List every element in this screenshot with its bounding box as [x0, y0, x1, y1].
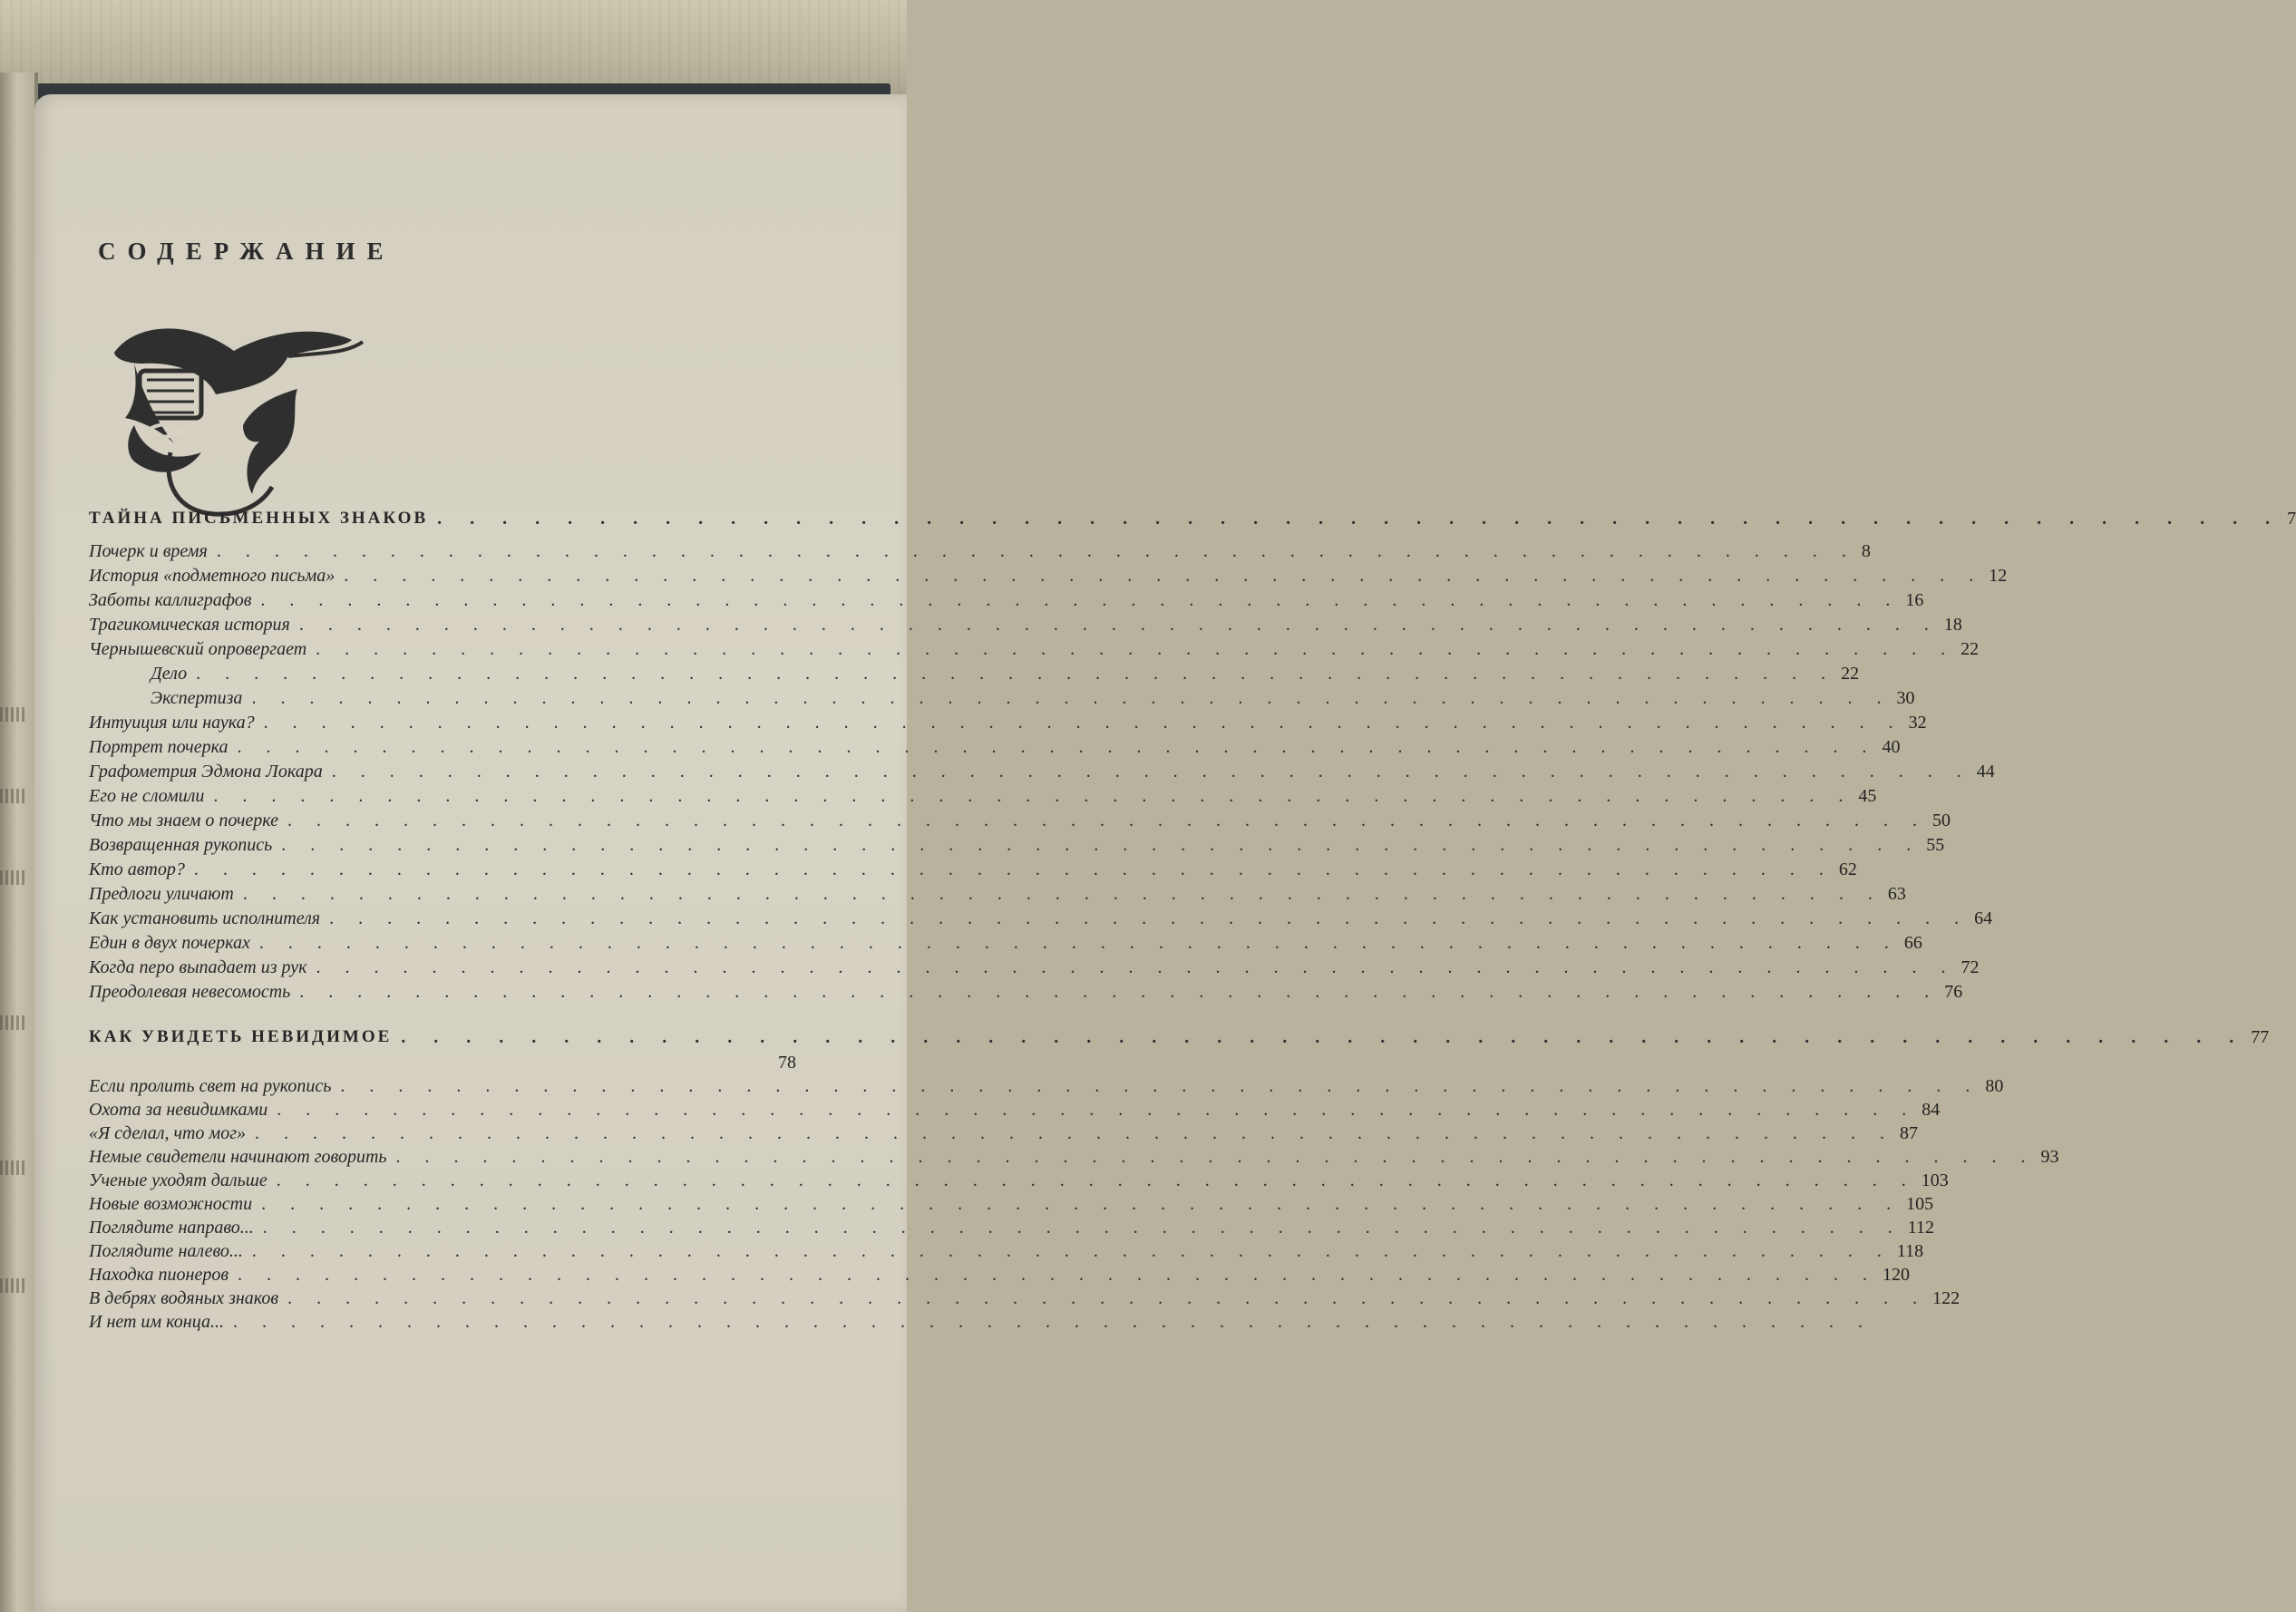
- leader-dots: . . . . . . . . . . . . . . . . . . . . . . . . . . . . . . . . . . . . . . . . . . . . . . . . . . . . . . . . .: [299, 982, 1940, 1002]
- page-number: 55: [1926, 835, 1945, 855]
- toc-item: [89, 782, 1877, 807]
- section-title: ТАЙНА ПИСЬМЕННЫХ ЗНАКОВ: [89, 509, 429, 528]
- page-number: 87: [1900, 1123, 1918, 1143]
- page-number: 66: [1903, 933, 1922, 953]
- item-title: Трагикомическая история: [89, 615, 290, 635]
- page-number: 77: [2251, 1027, 2270, 1047]
- item-title: Поглядите направо...: [89, 1218, 254, 1238]
- page-number: 76: [1944, 982, 1963, 1002]
- toc-item: [89, 1284, 1960, 1309]
- page-number: 84: [1921, 1100, 1941, 1120]
- leader-dots: . . . . . . . . . . . . . . . . . . . . . . . . . . . . . . . . . . . . . . . . . . . . . . . . . . . . . . . . .: [258, 933, 1899, 953]
- toc-item: [89, 953, 1980, 978]
- toc-item: [89, 537, 1871, 562]
- leader-dots: . . . . . . . . . . . . . . . . . . . . . . . . . . . . . . . . . . . . . . . . . . . . . . . . . . . . . . . . .: [262, 1218, 1902, 1238]
- item-title: Его не сломили: [89, 786, 205, 806]
- page-number: 32: [1908, 713, 1927, 733]
- toc-item: [89, 1142, 2059, 1168]
- leader-dots: . . . . . . . . . . . . . . . . . . . . . . . . . . . . . . . . . . . . . . . . . . . . . . . . . . . . . . . . .: [437, 509, 2282, 529]
- page-number: 62: [1838, 859, 1857, 879]
- page-number: 80: [1985, 1076, 2004, 1096]
- page-number: 7: [2287, 509, 2296, 529]
- leader-dots: . . . . . . . . . . . . . . . . . . . . . . . . . . . . . . . . . . . . . . . . . . . . . . . . . . . . . . . . .: [263, 713, 1903, 733]
- leader-dots: . . . . . . . . . . . . . . . . . . . . . . . . . . . . . . . . . . . . . . . . . . . . . . . . . . . . . . . . .: [316, 639, 1956, 659]
- page-number: 64: [1974, 908, 1993, 928]
- toc-item: [89, 855, 1857, 880]
- item-title: Что мы знаем о почерке: [89, 811, 279, 830]
- page-number: 118: [1896, 1241, 1924, 1261]
- leader-dots: . . . . . . . . . . . . . . . . . . . . . . . . . . . . . . . . . . . . . . . . . . . . . . . . . . . . . . . . .: [344, 566, 1984, 586]
- page-number: 50: [1932, 811, 1951, 830]
- toc-item: [89, 733, 1901, 758]
- item-title: Ученые уходят дальше: [89, 1170, 268, 1190]
- leader-dots: . . . . . . . . . . . . . . . . . . . . . . . . . . . . . . . . . . . . . . . . . . . . . . . . . . . . . . . . .: [316, 957, 1956, 977]
- item-title: Портрет почерка: [89, 737, 229, 757]
- leader-dots: . . . . . . . . . . . . . . . . . . . . . . . . . . . . . . . . . . . . . . . . . . . . . . . . . . . . . . . . .: [331, 762, 1971, 782]
- leader-dots: . . . . . . . . . . . . . . . . . . . . . . . . . . . . . . . . . . . . . . . . . . . . . . . . . . . . . . . . .: [287, 811, 1928, 830]
- item-title: Чернышевский опровергает: [89, 639, 307, 659]
- page-number: 40: [1882, 737, 1901, 757]
- leader-dots: . . . . . . . . . . . . . . . . . . . . . . . . . . . . . . . . . . . . . . . . . . . . . . . . . . . . . . . . .: [193, 859, 1834, 879]
- page-number: 63: [1887, 884, 1906, 904]
- leader-dots: . . . . . . . . . . . . . . . . . . . . . . . . . . . . . . . . . . . . . . . . . . . . . . . . . . . . . . . . .: [340, 1076, 1980, 1096]
- item-title: Преодолевая невесомость: [89, 982, 291, 1002]
- leader-dots: . . . . . . . . . . . . . . . . . . . . . . . . . . . . . . . . . . . . . . . . . . . . . . . . . . . . . . . . .: [287, 1288, 1928, 1308]
- facing-page-text-fragment: [0, 1278, 27, 1293]
- toc-item: [89, 928, 1922, 954]
- page-number: 122: [1932, 1288, 1960, 1308]
- facing-page-text-fragment: [0, 1160, 27, 1175]
- toc-item: [89, 1119, 1918, 1144]
- item-title: Поглядите налево...: [89, 1241, 243, 1261]
- page-number: 120: [1883, 1265, 1911, 1285]
- page-number: 18: [1943, 615, 1962, 635]
- leader-dots: . . . . . . . . . . . . . . . . . . . . . . . . . . . . . . . . . . . . . . . . . . . . . . . . . . . . . . . . .: [232, 1312, 1873, 1332]
- leader-dots: . . . . . . . . . . . . . . . . . . . . . . . . . . . . . . . . . . . . . . . . . . . . . . . . . . . . . . . . .: [238, 1265, 1878, 1285]
- toc-item: [89, 586, 1924, 611]
- toc-item: [89, 561, 2008, 587]
- leader-dots: . . . . . . . . . . . . . . . . . . . . . . . . . . . . . . . . . . . . . . . . . . . . . . . . . . . . . . . . .: [261, 1194, 1902, 1214]
- page-number: 103: [1921, 1170, 1949, 1190]
- page-number: 78: [778, 1053, 796, 1073]
- item-title: Интуиция или наука?: [89, 713, 255, 733]
- toc-item: [89, 610, 1962, 636]
- toc-item: [89, 1095, 1941, 1121]
- item-title: Графометрия Эдмона Локара: [89, 762, 323, 782]
- item-title: Экспертиза: [151, 688, 243, 708]
- floral-ornament-icon: [107, 316, 370, 520]
- page-number: 72: [1960, 957, 1980, 977]
- leader-dots: . . . . . . . . . . . . . . . . . . . . . . . . . . . . . . . . . . . . . . . . . . . . . . . . . . . . . . . . .: [276, 1170, 1916, 1190]
- page-number: 8: [1861, 541, 1871, 561]
- item-title: И нет им конца...: [89, 1312, 224, 1332]
- item-title: Находка пионеров: [89, 1265, 229, 1285]
- toc-section-1: [89, 504, 2296, 529]
- toc-section-2: [89, 1023, 2270, 1048]
- leader-dots: . . . . . . . . . . . . . . . . . . . . . . . . . . . . . . . . . . . . . . . . . . . . . . . . . . . . . . . . .: [237, 737, 1877, 757]
- item-title: Если пролить свет на рукопись: [89, 1076, 332, 1096]
- page-number: 30: [1896, 688, 1915, 708]
- leader-dots: . . . . . . . . . . . . . . . . . . . . . . . . . . . . . . . . . . . . . . . . . . . . . . . . . . . . . . . . .: [216, 541, 1856, 561]
- facing-page-text-fragment: [0, 870, 27, 885]
- toc-item: [89, 1307, 1873, 1333]
- facing-page-edge: [0, 73, 38, 1612]
- facing-page-text-fragment: [0, 1015, 27, 1030]
- toc-item: [89, 1072, 2004, 1097]
- page-number: 22: [1841, 664, 1860, 684]
- toc-item: [89, 977, 1963, 1003]
- toc-item: [89, 879, 1906, 905]
- toc-item: [89, 635, 1980, 660]
- item-title: Кто автор?: [89, 859, 185, 879]
- toc-item: [89, 1166, 1949, 1191]
- leader-dots: . . . . . . . . . . . . . . . . . . . . . . . . . . . . . . . . . . . . . . . . . . . . . . . . . . . . . . . . .: [401, 1027, 2246, 1047]
- page-number: 105: [1906, 1194, 1934, 1214]
- toc-item: [89, 1190, 1934, 1215]
- leader-dots: . . . . . . . . . . . . . . . . . . . . . . . . . . . . . . . . . . . . . . . . . . . . . . . . . . . . . . . . .: [255, 1123, 1894, 1143]
- facing-page-text-fragment: [0, 789, 27, 803]
- facing-page-text-fragment: [0, 707, 27, 722]
- page-number: 93: [2040, 1147, 2059, 1167]
- toc-item: [89, 806, 1951, 831]
- item-title: Немые свидетели начинают говорить: [89, 1147, 387, 1167]
- item-title: Един в двух почерках: [89, 933, 250, 953]
- leader-dots: . . . . . . . . . . . . . . . . . . . . . . . . . . . . . . . . . . . . . . . . . . . . . . . . . . . . . . . . .: [251, 1241, 1892, 1261]
- leader-dots: . . . . . . . . . . . . . . . . . . . . . . . . . . . . . . . . . . . . . . . . . . . . . . . . . . . . . . . . .: [281, 835, 1921, 855]
- leader-dots: . . . . . . . . . . . . . . . . . . . . . . . . . . . . . . . . . . . . . . . . . . . . . . . . . . . . . . . . .: [251, 688, 1892, 708]
- item-title: Как установить исполнителя: [89, 908, 321, 928]
- leader-dots: . . . . . . . . . . . . . . . . . . . . . . . . . . . . . . . . . . . . . . . . . . . . . . . . . . . . . . . . .: [242, 884, 1883, 904]
- page-number: 22: [1960, 639, 1980, 659]
- page-number: 12: [1989, 566, 2008, 586]
- leader-dots: . . . . . . . . . . . . . . . . . . . . . . . . . . . . . . . . . . . . . . . . . . . . . . . . . . . . . . . . .: [213, 786, 1853, 806]
- item-title: Когда перо выпадает из рук: [89, 957, 307, 977]
- page-number: 44: [1976, 762, 1995, 782]
- item-title: История «подметного письма»: [89, 566, 336, 586]
- toc-item: [89, 708, 1927, 733]
- item-title: Дело: [151, 664, 188, 684]
- leader-dots: . . . . . . . . . . . . . . . . . . . . . . . . . . . . . . . . . . . . . . . . . . . . . . . . . . . . . . . . .: [329, 908, 1970, 928]
- page-number: 45: [1858, 786, 1877, 806]
- toc-item: [89, 1213, 1935, 1238]
- toc-subitem: [89, 684, 1915, 709]
- toc-subitem: [89, 659, 1860, 685]
- item-title: Возвращенная рукопись: [89, 835, 273, 855]
- item-title: Охота за невидимками: [89, 1100, 268, 1120]
- toc-item: [89, 830, 1945, 856]
- book-page: [34, 94, 2296, 1612]
- toc-item: [89, 1048, 796, 1073]
- leader-dots: . . . . . . . . . . . . . . . . . . . . . . . . . . . . . . . . . . . . . . . . . . . . . . . . . . . . . . . . .: [196, 664, 1836, 684]
- item-title: Предлоги уличают: [89, 884, 234, 904]
- leader-dots: . . . . . . . . . . . . . . . . . . . . . . . . . . . . . . . . . . . . . . . . . . . . . . . . . . . . . . . . .: [277, 1100, 1917, 1120]
- item-title: «Я сделал, что мог»: [89, 1123, 246, 1143]
- item-title: Заботы каллиграфов: [89, 590, 252, 610]
- page-title: СОДЕРЖАНИЕ: [98, 238, 395, 265]
- page-number: 16: [1905, 590, 1924, 610]
- leader-dots: . . . . . . . . . . . . . . . . . . . . . . . . . . . . . . . . . . . . . . . . . . . . . . . . . . . . . . . . .: [260, 590, 1901, 610]
- leader-dots: . . . . . . . . . . . . . . . . . . . . . . . . . . . . . . . . . . . . . . . . . . . . . . . . . . . . . . . . .: [395, 1147, 2036, 1167]
- item-title: В дебрях водяных знаков: [89, 1288, 279, 1308]
- toc-item: [89, 1237, 1924, 1262]
- page-number: 112: [1907, 1218, 1935, 1238]
- item-title: Почерк и время: [89, 541, 208, 561]
- toc-item: [89, 904, 1993, 929]
- leader-dots: . . . . . . . . . . . . . . . . . . . . . . . . . . . . . . . . . . . . . . . . . . . . . . . . . . . . . . . . .: [298, 615, 1939, 635]
- toc-item: [89, 757, 1995, 782]
- toc-item: [89, 1260, 1911, 1286]
- section-title: КАК УВИДЕТЬ НЕВИДИМОЕ: [89, 1027, 393, 1046]
- item-title: Новые возможности: [89, 1194, 253, 1214]
